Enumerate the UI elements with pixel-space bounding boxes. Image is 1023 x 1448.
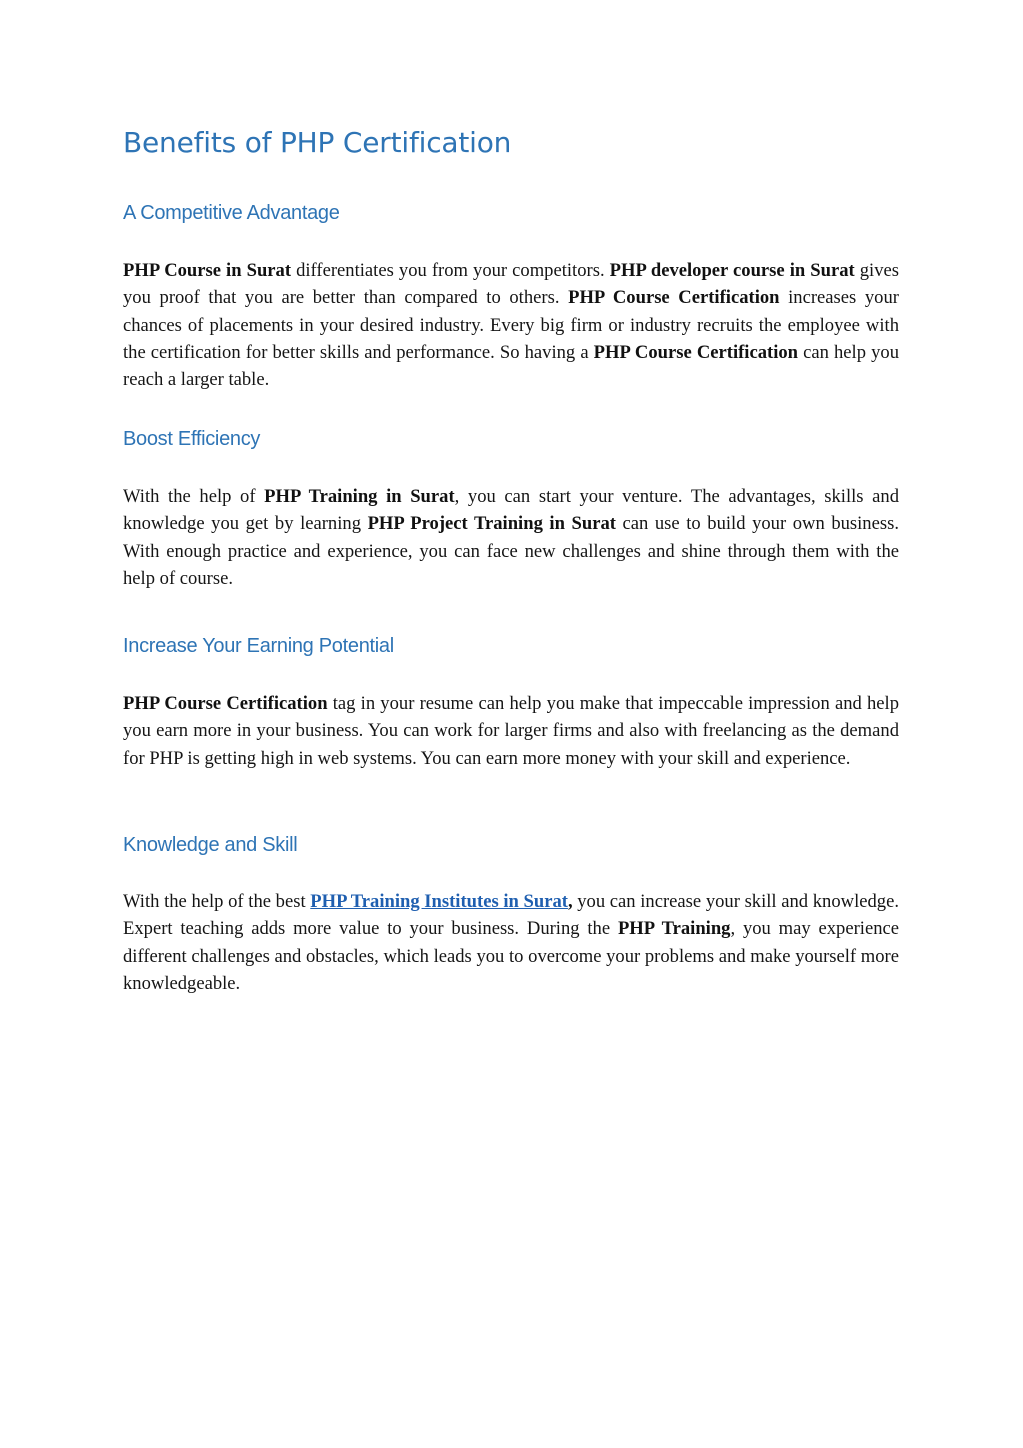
heading-knowledge-skill: Knowledge and Skill [123, 834, 298, 856]
body-text: differentiates you from your competitors. [291, 260, 610, 281]
body-text: gives you proof that you are better than compared to others. [123, 260, 900, 309]
paragraph-earning-potential [123, 690, 899, 772]
bold-text: PHP Course Certification [123, 693, 328, 714]
php-training-institutes-link[interactable]: PHP Training Institutes in Surat [310, 891, 568, 912]
heading-competitive-advantage: A Competitive Advantage [123, 202, 340, 224]
body-text: can help you reach a larger table. [123, 341, 899, 391]
body-text: increases your chances of placements in your desired industry. Every big firm or industry recruits the employee with the certification for better skills and performance. So having a [123, 287, 899, 363]
bold-text: PHP developer course in Surat [609, 260, 855, 281]
body-text: can use to build your own business. With enough practice and experience, you can face new challenges and shine through them with the help of course. [123, 513, 899, 589]
body-text: With the help of [123, 486, 265, 507]
bold-text: PHP Course Certification [593, 341, 799, 363]
paragraph-competitive-advantage [123, 257, 899, 393]
document-title: Benefits of PHP Certification [123, 126, 512, 159]
bold-text: PHP Training in Surat [264, 486, 455, 507]
body-text: you can increase your skill and knowledge. Expert teaching adds more value to your business. During the [123, 891, 899, 940]
bold-text: PHP Project Training in Surat [367, 513, 616, 535]
heading-earning-potential: Increase Your Earning Potential [123, 635, 394, 657]
body-text: , you can start your venture. The advantages, skills and knowledge you get by learning [123, 486, 900, 535]
body-text: tag in your resume can help you make that impeccable impression and help you earn more in your business. You can work for larger firms and also with freelancing as the demand for PHP is getting high in web systems. You can earn more money with your skill and experience. [123, 693, 899, 769]
bold-text: PHP Course Certification [568, 287, 780, 309]
bold-text: , [567, 891, 573, 912]
bold-text: PHP Training [617, 918, 731, 940]
body-text: With the help of the best [123, 891, 311, 912]
paragraph-knowledge-skill [123, 888, 899, 997]
heading-boost-efficiency: Boost Efficiency [123, 428, 261, 450]
paragraph-boost-efficiency [123, 483, 899, 592]
bold-text: PHP Course in Surat [123, 260, 292, 281]
body-text: , you may experience different challenges and obstacles, which leads you to overcome your problems and make yourself more knowledgeable. [123, 918, 900, 994]
